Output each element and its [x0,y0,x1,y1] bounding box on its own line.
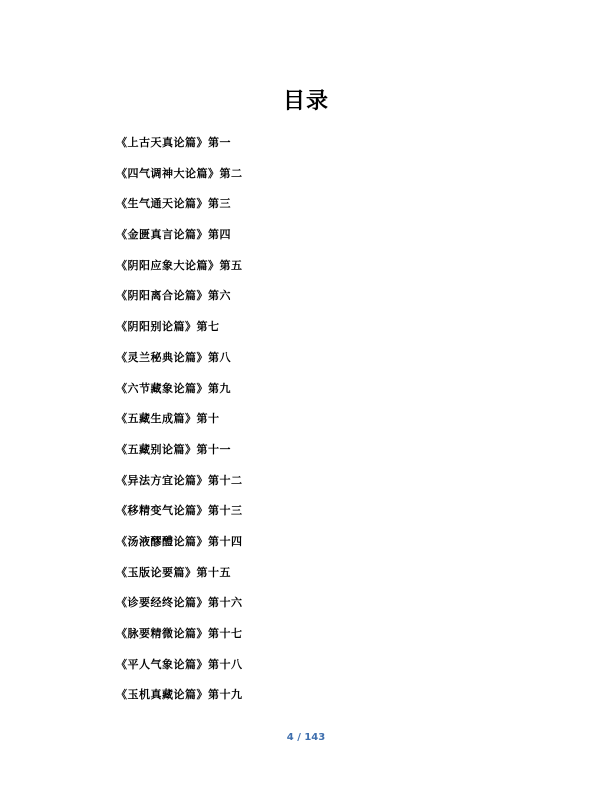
toc-item[interactable]: 《五藏生成篇》第十 [116,412,220,426]
toc-item[interactable]: 《移精变气论篇》第十三 [116,504,243,518]
toc-item[interactable]: 《诊要经终论篇》第十六 [116,596,243,610]
toc-item[interactable]: 《异法方宜论篇》第十二 [116,473,243,487]
table-of-contents [116,132,243,715]
toc-item[interactable]: 《六节藏象论篇》第九 [116,381,231,395]
toc-item[interactable]: 《金匮真言论篇》第四 [116,228,231,242]
toc-item[interactable]: 《玉机真藏论篇》第十九 [116,688,243,702]
toc-item[interactable]: 《五藏别论篇》第十一 [116,442,231,456]
toc-item[interactable]: 《汤液醪醴论篇》第十四 [116,534,243,548]
toc-item[interactable]: 《生气通天论篇》第三 [116,197,231,211]
toc-item[interactable]: 《灵兰秘典论篇》第八 [116,350,231,364]
toc-item[interactable]: 《玉版论要篇》第十五 [116,565,231,579]
toc-item[interactable]: 《四气调神大论篇》第二 [116,166,243,180]
page-number: 4 / 143 [286,732,326,743]
page-title: 目录 [282,89,329,114]
toc-item[interactable]: 《平人气象论篇》第十八 [116,657,243,671]
toc-item[interactable]: 《上古天真论篇》第一 [116,136,231,149]
toc-item[interactable]: 《阴阳离合论篇》第六 [116,289,231,303]
toc-item[interactable]: 《阴阳应象大论篇》第五 [116,258,243,272]
toc-item[interactable]: 《脉要精微论篇》第十七 [116,627,243,640]
toc-item[interactable]: 《阴阳别论篇》第七 [116,320,220,334]
